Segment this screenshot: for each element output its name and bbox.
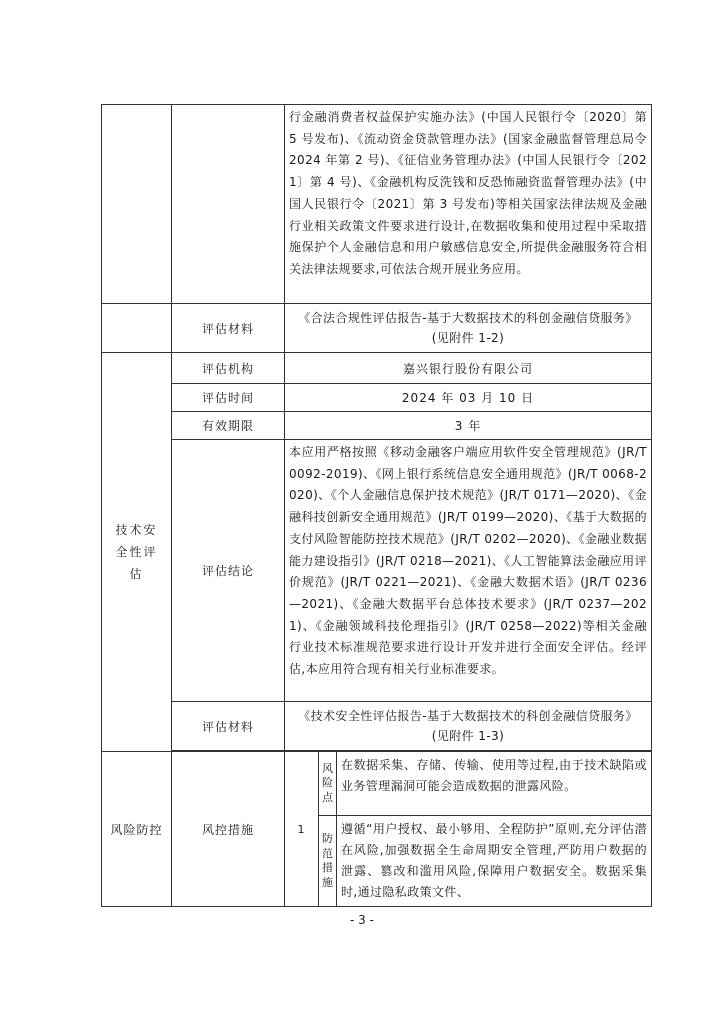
tech-validity-value: 3 年 bbox=[285, 412, 652, 440]
risk-point-row bbox=[102, 752, 652, 816]
tech-org-row bbox=[102, 353, 652, 384]
compliance-text: 行金融消费者权益保护实施办法》(中国人民银行令〔2020〕第 5 号发布)、《流动资金贷款管理办法》(国家金融监督管理总局令 2024 年第 2 号)、《征信业务管理办法》(中国人民银行令〔2021〕第 4 号)、《金融机构反洗钱和反恐怖融资监督管理办法》(中国人民银行令〔2021〕第 3 号发布)等相关国家法律法规及金融行业相关政策文件要求进行设计,在数据收集和使用过程中采取措施保护个人金融信息和用户敏感信息安全,所提供金融服务符合相关法律法规要求,可依法合规开展业务应用。 bbox=[285, 105, 652, 304]
compliance-text-row bbox=[102, 105, 652, 304]
compliance-empty-label-cell bbox=[172, 105, 285, 304]
risk-measures-label: 风控措施 bbox=[172, 752, 285, 907]
tech-validity-label: 有效期限 bbox=[172, 412, 285, 440]
tech-time-label: 评估时间 bbox=[172, 384, 285, 412]
tech-material-label: 评估材料 bbox=[172, 702, 285, 751]
compliance-section-cell-cont bbox=[102, 304, 172, 353]
prevention-value: 遵循“用户授权、最小够用、全程防护”原则,充分评估潜在风险,加强数据全生命周期安全管理,严防用户数据的泄露、篡改和滥用风险,保障用户数据安全。数据采集时,通过隐私政策文件、 bbox=[337, 816, 652, 907]
risk-point-value: 在数据采集、存储、传输、使用等过程,由于技术缺陷或业务管理漏洞可能会造成数据的泄露风险。 bbox=[337, 752, 652, 816]
risk-point-label: 风险点 bbox=[319, 752, 337, 816]
page-number: - 3 - bbox=[350, 913, 374, 927]
tech-material-value: 《技术安全性评估报告-基于大数据技术的科创金融信贷服务》(见附件 1-3) bbox=[285, 702, 652, 751]
prevention-label: 防范措施 bbox=[319, 816, 337, 907]
compliance-material-label: 评估材料 bbox=[172, 304, 285, 353]
compliance-section-cell bbox=[102, 105, 172, 304]
tech-material-row bbox=[102, 702, 652, 751]
risk-index: 1 bbox=[285, 752, 319, 907]
tech-conclusion-label: 评估结论 bbox=[172, 440, 285, 702]
tech-conclusion-row bbox=[102, 440, 652, 702]
risk-section-label: 风险防控 bbox=[102, 752, 172, 907]
tech-org-label: 评估机构 bbox=[172, 353, 285, 384]
tech-validity-row bbox=[102, 412, 652, 440]
compliance-material-value: 《合法合规性评估报告-基于大数据技术的科创金融信贷服务》(见附件 1-2) bbox=[285, 304, 652, 353]
tech-time-row bbox=[102, 384, 652, 412]
info-table bbox=[101, 104, 652, 907]
tech-time-value: 2024 年 03 月 10 日 bbox=[285, 384, 652, 412]
compliance-material-row bbox=[102, 304, 652, 353]
tech-org-value: 嘉兴银行股份有限公司 bbox=[285, 353, 652, 384]
tech-conclusion-value: 本应用严格按照《移动金融客户端应用软件安全管理规范》(JR/T 0092-2019)、《网上银行系统信息安全通用规范》(JR/T 0068-2020)、《个人金融信息保护技术规范》(JR/T 0171—2020)、《金融科技创新安全通用规范》(JR/T 0199—2020)、《基于大数据的支付风险智能防控技术规范》(JR/T 0202—2020)、《金融业数据能力建设指引》(JR/T 0218—2021)、《人工智能算法金融应用评价规范》(JR/T 0221—2021)、《金融大数据术语》(JR/T 0236—2021)、《金融大数据平台总体技术要求》(JR/T 0237—2021)、《金融领域科技伦理指引》(JR/T 0258—2022)等相关金融行业技术标准规范要求进行设计开发并进行全面安全评估。经评估,本应用符合现有相关行业标准要求。 bbox=[285, 440, 652, 702]
tech-section-label: 技术安全性评估 bbox=[102, 353, 172, 752]
